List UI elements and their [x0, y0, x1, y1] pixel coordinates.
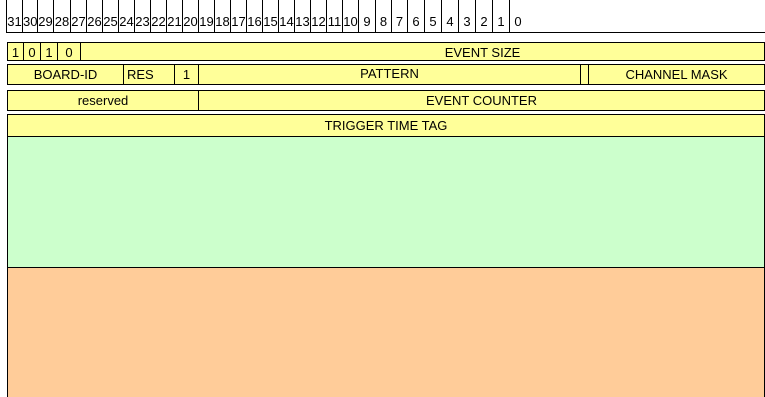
event-counter-field: EVENT COUNTER	[198, 90, 765, 111]
event-size-field: EVENT SIZE	[80, 42, 765, 61]
channel-mask-field: CHANNEL MASK	[588, 64, 765, 85]
bit-label-13: 13	[294, 0, 310, 33]
bit-label-30: 30	[22, 0, 37, 33]
bit-label-3: 3	[458, 0, 475, 33]
bit-label-6: 6	[407, 0, 424, 33]
bit-label-8: 8	[375, 0, 391, 33]
bit-label-0: 0	[509, 0, 526, 33]
bit-label-12: 12	[310, 0, 326, 33]
bit-label-10: 10	[342, 0, 358, 33]
bit-label-15: 15	[262, 0, 278, 33]
bit-label-28: 28	[53, 0, 70, 33]
bit-label-17: 17	[230, 0, 246, 33]
data-block-green	[7, 137, 765, 268]
res-field: RES	[123, 64, 175, 85]
data-block-orange	[7, 267, 765, 397]
bit-label-5: 5	[424, 0, 441, 33]
bit-label-16: 16	[246, 0, 262, 33]
trigger-time-tag-field: TRIGGER TIME TAG	[7, 114, 765, 137]
bit-label-31: 31	[6, 0, 22, 33]
bit28-value: 0	[57, 42, 81, 61]
bit-label-14: 14	[278, 0, 294, 33]
bit-label-20: 20	[182, 0, 198, 33]
bit-label-18: 18	[214, 0, 230, 33]
bit29-value: 1	[40, 42, 58, 61]
bit-label-22: 22	[150, 0, 166, 33]
bit-label-26: 26	[86, 0, 102, 33]
bit-label-7: 7	[391, 0, 407, 33]
board-id-field: BOARD-ID	[7, 64, 124, 85]
pattern-field: PATTERN	[198, 64, 581, 85]
bit-label-29: 29	[37, 0, 53, 33]
bit30-value: 0	[23, 42, 41, 61]
header-divider	[6, 32, 765, 33]
bit-label-2: 2	[475, 0, 492, 33]
bit-label-25: 25	[102, 0, 118, 33]
bit-label-23: 23	[134, 0, 150, 33]
bit-flag-field: 1	[174, 64, 199, 85]
bit-label-21: 21	[166, 0, 182, 33]
bit-label-11: 11	[326, 0, 342, 33]
reserved-field: reserved	[7, 90, 199, 111]
bit-label-4: 4	[441, 0, 458, 33]
bit-label-9: 9	[358, 0, 375, 33]
bit-label-1: 1	[492, 0, 509, 33]
bit31-value: 1	[7, 42, 24, 61]
bit-label-24: 24	[118, 0, 134, 33]
bit-label-27: 27	[70, 0, 86, 33]
bit-label-19: 19	[198, 0, 214, 33]
